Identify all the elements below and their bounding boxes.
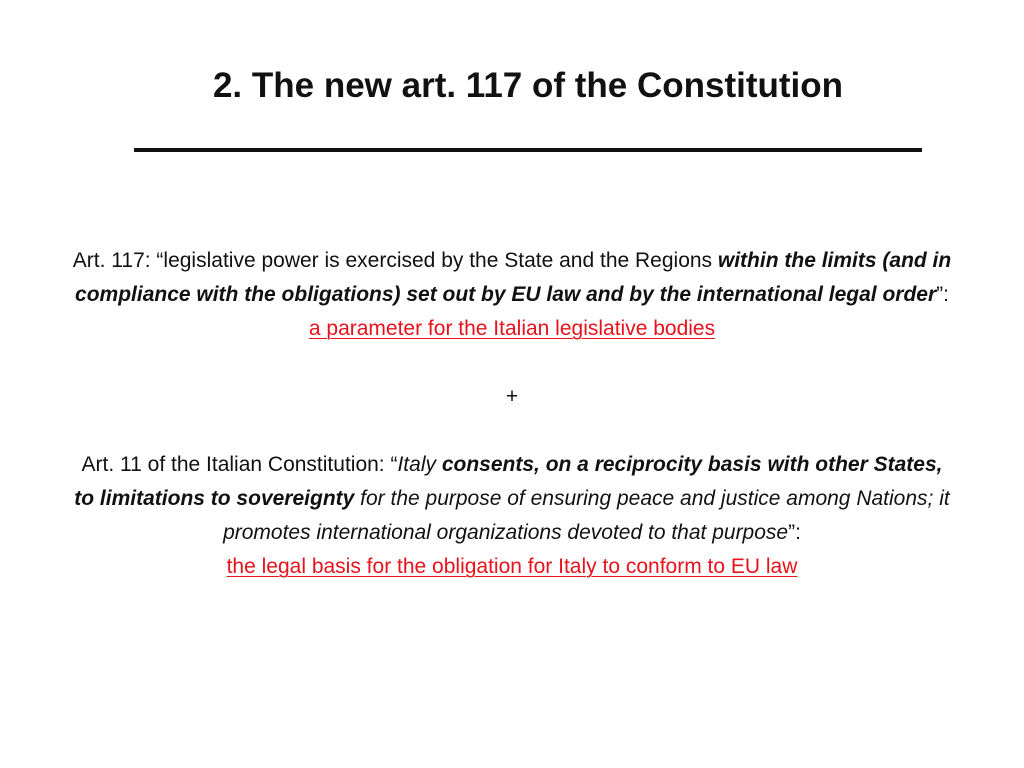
art117-red-note[interactable]: a parameter for the Italian legislative bodies	[308, 317, 716, 340]
slide-title: 2. The new art. 117 of the Constitution	[212, 66, 844, 105]
art117-emphasis: within the limits (and in compliance with the obligations) set out by EU law and by the international legal order	[75, 249, 952, 306]
art11-italic-2: for the purpose of ensuring peace and justice among Nations; it promotes international organizations devoted to that purpose	[223, 487, 950, 544]
art117-suffix: ”:	[936, 283, 949, 306]
title-underline-divider	[134, 148, 922, 152]
art117-paragraph	[70, 244, 954, 312]
art117-red-note-line	[70, 312, 954, 346]
plus-sign: +	[505, 385, 519, 408]
art11-italic-1: Italy	[397, 453, 442, 476]
art11-prefix: Art. 11 of the Italian Constitution: “	[81, 453, 398, 476]
art11-red-note[interactable]: the legal basis for the obligation for Italy to conform to EU law	[226, 555, 798, 578]
spacer	[70, 346, 954, 380]
art11-red-note-line	[70, 550, 954, 584]
art11-paragraph	[70, 448, 954, 550]
slide-body	[70, 244, 954, 584]
art11-suffix: ”:	[788, 521, 801, 544]
spacer	[70, 414, 954, 448]
art117-prefix: Art. 117: “legislative power is exercised by the State and the Regions	[72, 249, 718, 272]
art11-emphasis: consents, on a reciprocity basis with other States, to limitations to sovereignty	[74, 453, 943, 510]
